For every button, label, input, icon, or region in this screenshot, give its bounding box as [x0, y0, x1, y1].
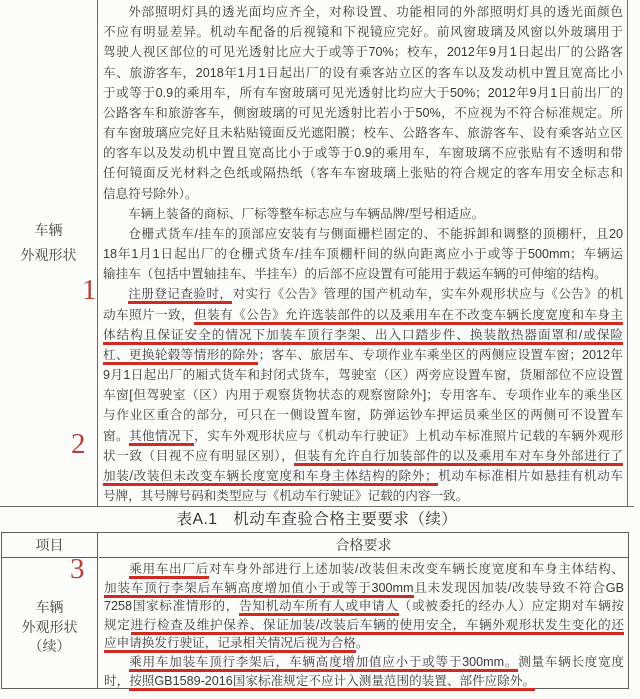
text-segment: 18年1月1日起出厂的仓栅式货车/挂车顶棚杆间的纵向距离应小于或等于500mm；车辆运 — [103, 247, 623, 262]
text-line — [103, 42, 623, 62]
text-segment: 7258国家标准情形的， — [104, 599, 240, 614]
text-segment: 号牌，其号牌号码和类型应与《机动车行驶证》记载的内容一致。 — [103, 489, 469, 504]
row-header-line: 外观形状 — [21, 618, 78, 635]
text-line — [103, 143, 623, 163]
text-segment: 与作业区重合的部分，可只在一侧设置车窗，防弹运钞车押运员乘坐区的两侧可不设置车 — [103, 408, 623, 423]
annotation-number-3: 3 — [70, 553, 85, 585]
text-segment: 驾驶人视区部位的可见光透射比应大于或等于70%；校车，2012年9月1日起出厂的公路客 — [103, 45, 623, 60]
text-line — [103, 385, 623, 405]
text-segment: 车窗[但驾驶室（区）内用于观察货物状态的观察窗除外]；专用客车、专项作业车的乘坐区 — [103, 388, 623, 403]
red-underlined-text: 其他情况下 — [129, 429, 194, 446]
text-segment: ，实车外观形状应与《机动车行驶证》上机动车标准照片记载的车辆外观形 — [194, 428, 624, 443]
text-segment: 的客车以及发动机中置且宽高比小于或等于0.9的乘用车，车窗玻璃不应张贴有不透明和带 — [103, 146, 623, 161]
text-segment: 输挂车（包括中置轴挂车、半挂车）的后部不应设置有可能用于载运车辆的可伸缩的结构。 — [103, 267, 607, 282]
column-header-item: 项目 — [2, 533, 98, 558]
table-caption: 表A.1 机动车查验合格主要要求（续） — [176, 511, 458, 528]
requirements-text-cell-continued — [99, 558, 628, 688]
red-underlined-text: 乘用车加装车顶行李架后，车辆高度增加值应小于或等于300mm。 — [129, 655, 518, 672]
text-segment: （或被委托的经办人）应定期对车辆按 — [398, 599, 624, 614]
text-segment: 窗。 — [103, 428, 130, 443]
text-line — [103, 63, 623, 83]
text-segment: 测量车辆长度宽度 — [518, 654, 625, 669]
requirements-text-cell — [97, 0, 628, 506]
text-segment: ；客车、旅居车、专项作业车乘坐区的两侧应设置车窗；2012年 — [258, 347, 623, 362]
row-header-line: 外观形状 — [20, 247, 77, 263]
red-underlined-text: 应申请换发行驶证，记录相关情况后视为合格 — [104, 636, 356, 653]
text-segment: 对实行《公告》管理的国产机动车，实车外观形状应与《公告》的机 — [232, 287, 624, 302]
text-line — [103, 184, 623, 204]
text-line — [103, 284, 623, 304]
table-border — [0, 506, 634, 507]
text-line — [103, 405, 623, 425]
text-line — [103, 22, 623, 42]
text-segment: 状一致（目视不应有明显区别）， — [103, 448, 295, 463]
red-underlined-text: 加装车顶行李架后车辆高度增加值小于或等于300mm — [104, 581, 414, 598]
text-line — [103, 163, 623, 183]
text-line — [103, 103, 623, 123]
text-line — [103, 2, 623, 22]
red-underlined-text: 杠、更换轮毂等情形的除外 — [103, 348, 258, 365]
text-line — [103, 426, 623, 446]
red-underlined-text: 注册登记查验时， — [128, 287, 232, 304]
red-underlined-text: 按照GB1589-2016国家标准规定不应计入测量范围的装置、部件应除外。 — [129, 674, 535, 691]
red-underlined-text: 加装/改装但未改变车辆长度宽度和车身主体结构的除外； — [103, 469, 438, 486]
text-line — [104, 597, 624, 616]
red-underlined-text: 体结构且保证安全的情况下加装车顶行李架、出入口踏步件、换装散热器面罩和/或保险 — [103, 328, 623, 345]
text-segment: 规定 — [104, 617, 131, 632]
text-line — [103, 244, 623, 264]
text-line — [104, 672, 624, 691]
text-line — [103, 325, 623, 345]
text-line — [103, 365, 623, 385]
text-line — [104, 560, 624, 579]
red-underlined-text: 乘用车出厂后 — [129, 562, 209, 579]
annotation-number-1: 1 — [82, 274, 97, 306]
text-line — [103, 305, 623, 325]
text-line — [103, 486, 623, 506]
text-segment: 公路客车和旅游客车，侧窗玻璃的可见光透射比若小于50%，不应视为不符合标准规定。所 — [103, 105, 623, 120]
column-header-requirement: 合格要求 — [99, 533, 628, 558]
text-segment: 信息符号除外）。 — [103, 186, 198, 201]
text-segment: 于或等于0.9的乘用车，所有车窗玻璃可见光透射比均应大于50%；2012年9月1日前出厂的 — [103, 85, 623, 100]
text-segment: 时， — [104, 673, 130, 688]
text-line — [103, 446, 623, 466]
text-line — [103, 466, 623, 486]
text-line — [104, 616, 624, 635]
text-line — [103, 224, 623, 244]
text-line — [103, 83, 623, 103]
text-segment: 9月1日起出厂的厢式货车和封闭式货车，驾驶室（区）两旁应设置车窗，货厢部位不应设置 — [103, 368, 623, 383]
row-header-line: 车辆 — [35, 599, 64, 615]
annotation-number-2: 2 — [71, 428, 86, 460]
row-header-line: （续） — [28, 638, 71, 654]
text-segment: 不应有明显差异。机动车配备的后视镜和下视镜应完好。前风窗玻璃及风窗以外玻璃用于 — [103, 25, 623, 40]
text-line — [103, 123, 623, 143]
text-line — [104, 634, 624, 653]
text-segment: 机动车标准相片如悬挂有机动车 — [437, 468, 624, 483]
text-segment: 车辆上装备的商标、厂标等整车标志应与车辆品牌/型号相适应。 — [128, 206, 485, 221]
text-line — [103, 264, 623, 284]
red-underlined-text: 但装有允许自行加装部件的以及乘用车对车身外部进行了 — [294, 449, 623, 466]
red-underlined-text: 但装有《公告》允许选装部件的以及乘用车在不改变车辆长度宽度和车身主 — [194, 308, 623, 325]
text-line — [103, 204, 623, 224]
text-segment: 任何镜面反光材料之色纸或隔热纸（客车车窗玻璃上张贴的符合规定的客车用安全标志和 — [103, 166, 623, 181]
text-segment: 外部照明灯具的透光面均应齐全，对称设置、功能相同的外部照明灯具的透光面颜色 — [128, 5, 623, 19]
text-line — [104, 579, 624, 598]
table-a1-continued — [1, 532, 629, 689]
text-segment: 且未发现因加装/改装导致不符合GB — [413, 580, 625, 595]
text-segment: 对车身外部进行上述加装/改装但未改变车辆长度宽度和车身主体结构、 — [208, 562, 625, 576]
red-underlined-text: 进行检查及维护保养、保证加装/改装后车辆的使用安全，车辆外观形状发生变化的还 — [131, 618, 625, 635]
text-segment: 仓栅式货车/挂车的顶部应安装有与侧面栅栏固定的、不能拆卸和调整的顶棚杆，且20 — [128, 226, 623, 241]
text-segment: 有车窗玻璃应完好且未粘贴镜面反光遮阳膜；校车、公路客车、旅游客车、设有乘客站立区 — [103, 126, 623, 141]
red-underlined-text: 告知机动车所有人或申请人 — [239, 599, 399, 616]
text-segment: 车、旅游客车，2018年1月1日起出厂的设有乘客站立区的客车以及发动机中置且宽高比小 — [103, 65, 623, 80]
text-line — [103, 345, 623, 365]
text-line — [104, 653, 624, 672]
text-segment: 动车照片一致， — [103, 307, 195, 322]
row-header-line: 车辆 — [34, 222, 63, 238]
text-segment: 。 — [355, 636, 369, 651]
